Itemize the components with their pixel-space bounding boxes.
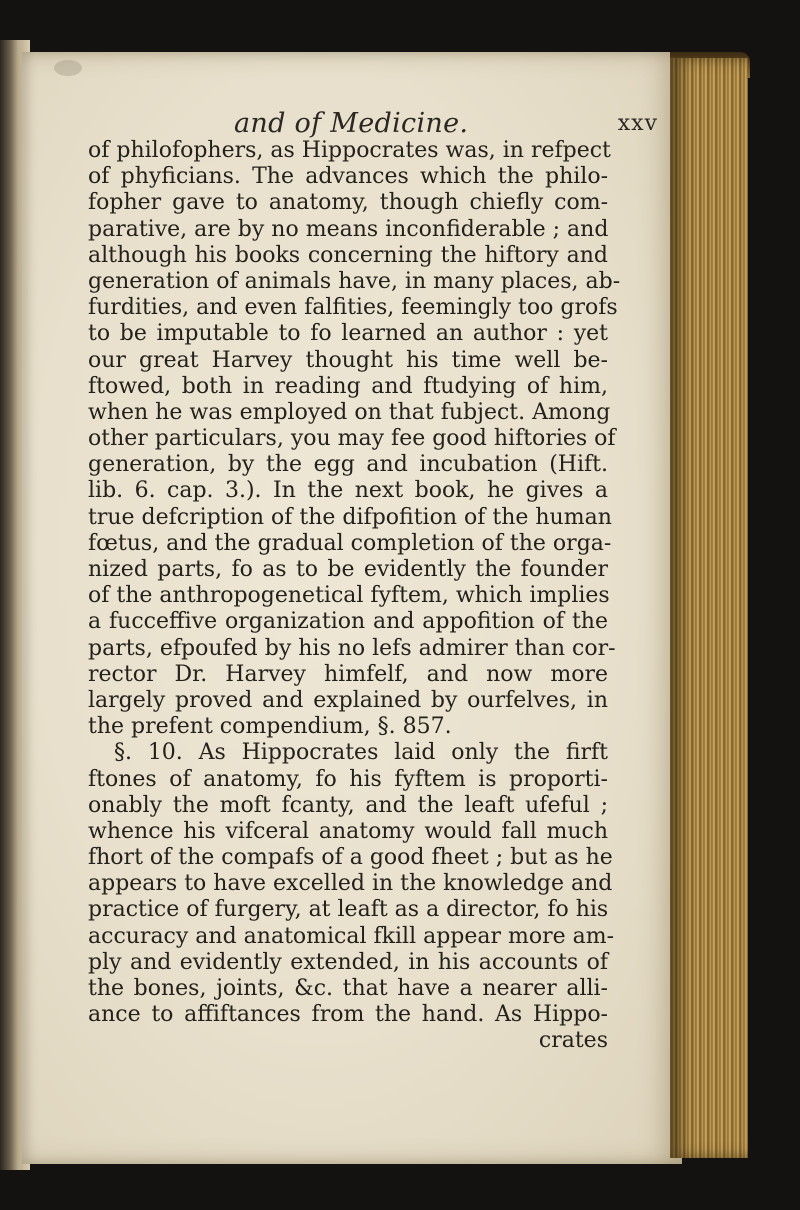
text-line: of philofophers, as Hippocrates was, in refpect: [88, 138, 611, 163]
text-line: nized parts, fo as to be evidently the founder: [88, 557, 608, 582]
gilt-page-edges: [670, 58, 748, 1158]
text-line: generation of animals have, in many places, ab-: [88, 268, 621, 294]
running-title: and of Medicine.: [234, 108, 469, 139]
text-line: fopher gave to anatomy, though chiefly com-: [88, 190, 608, 216]
running-header: [60, 108, 672, 142]
text-line: of the anthropogenetical fyftem, which implies: [88, 583, 610, 609]
body-text: [88, 138, 621, 1055]
text-line: parts, efpoufed by his no lefs admirer than cor-: [88, 635, 616, 661]
text-line: ftowed, both in reading and ftudying of him,: [88, 373, 608, 399]
text-line: a fucceffive organization and appofition of the: [88, 609, 608, 635]
text-line: generation, by the egg and incubation (Hift.: [88, 452, 608, 478]
page-number: xxv: [617, 111, 658, 136]
text-line: whence his vifceral anatomy would fall much: [88, 818, 608, 844]
text-line: practice of furgery, at leaft as a director, fo his: [88, 897, 609, 923]
text-line: other particulars, you may fee good hiftories of: [88, 426, 616, 452]
text-line: true defcription of the difpofition of the human: [88, 504, 612, 530]
catchword: crates: [538, 1028, 608, 1054]
text-line: ance to affiftances from the hand. As Hippo-: [88, 1002, 608, 1028]
text-line: onably the moft fcanty, and the leaft ufeful ;: [88, 792, 608, 818]
text-line: fhort of the compafs of a good fheet ; but as he: [88, 845, 613, 871]
text-line: our great Harvey thought his time well be-: [88, 347, 608, 373]
page-stain: [54, 60, 82, 76]
text-line: largely proved and explained by ourfelves, in: [88, 687, 608, 713]
text-line: of phyficians. The advances which the philo-: [88, 164, 608, 190]
text-line: §. 10. As Hippocrates laid only the firft: [114, 740, 608, 766]
text-line: when he was employed on that fubject. Among: [88, 399, 611, 425]
text-line: the bones, joints, &c. that have a nearer alli-: [88, 976, 608, 1001]
text-line: accuracy and anatomical fkill appear more am-: [88, 923, 615, 949]
text-line: the prefent compendium, §. 857.: [88, 714, 452, 740]
text-line: appears to have excelled in the knowledge and: [88, 871, 613, 897]
text-line: ftones of anatomy, fo his fyftem is proporti-: [88, 766, 608, 792]
text-line: rector Dr. Harvey himfelf, and now more: [88, 661, 608, 687]
text-line: ply and evidently extended, in his accounts of: [88, 949, 608, 975]
text-line: lib. 6. cap. 3.). In the next book, he gives a: [88, 478, 608, 504]
text-line: although his books concerning the hiftory and: [88, 242, 608, 268]
text-line: furdities, and even falfities, feemingly too grofs: [88, 295, 618, 321]
text-line: to be imputable to fo learned an author : yet: [88, 321, 608, 347]
text-line: parative, are by no means inconfiderable ; and: [88, 216, 609, 242]
text-line: fœtus, and the gradual completion of the orga-: [88, 530, 612, 556]
